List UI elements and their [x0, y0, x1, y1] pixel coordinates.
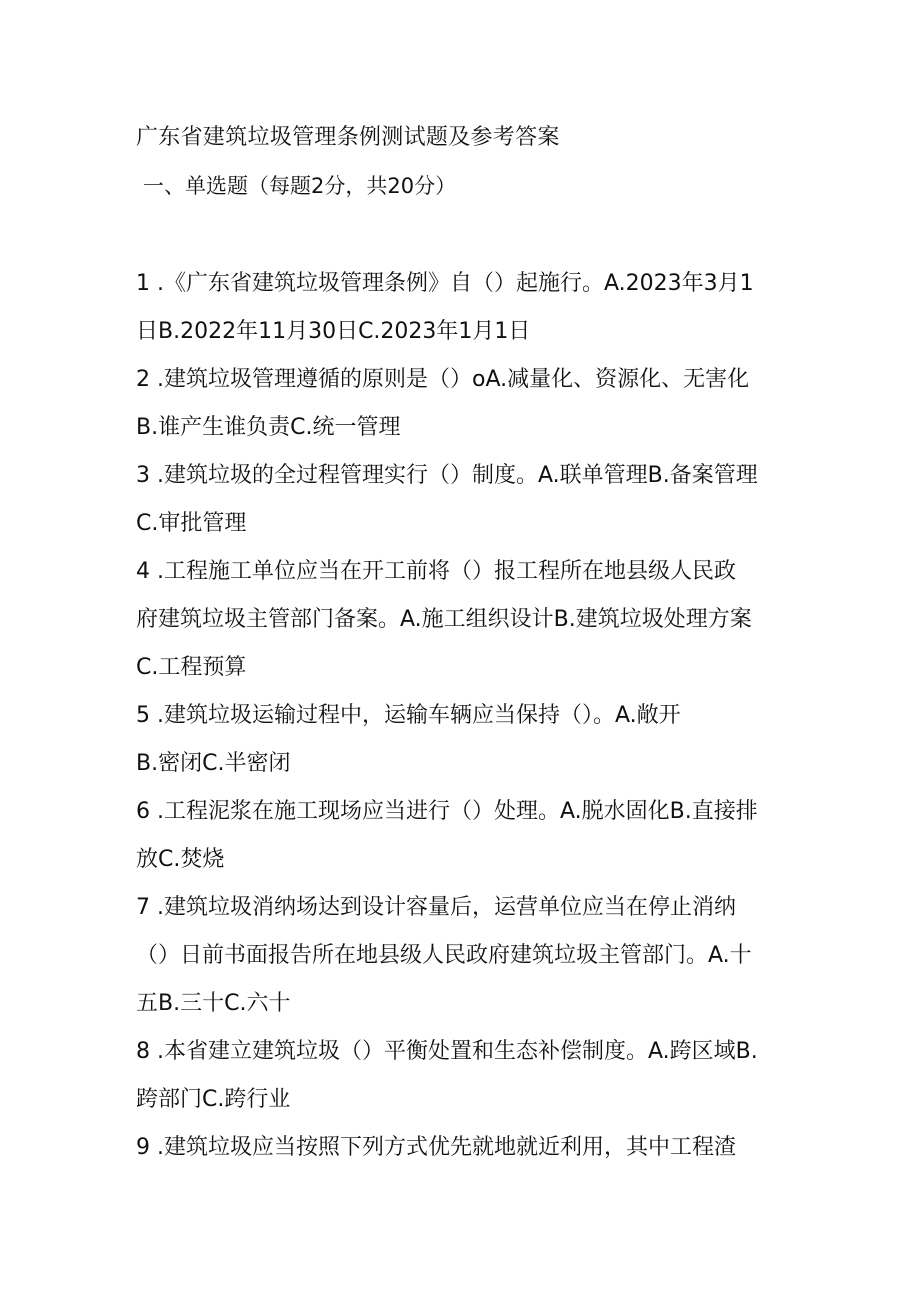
question-line: 6 .工程泥浆在施工现场应当进行（）处理。A.脱水固化B.直接排 [136, 799, 758, 824]
question-list [136, 260, 796, 1172]
question-line: 放C.焚烧 [136, 847, 225, 872]
question-9 [136, 1124, 796, 1172]
question-line: C.审批管理 [136, 511, 247, 536]
question-line: 五B.三十C.六十 [136, 991, 291, 1016]
question-line: 1 .《广东省建筑垃圾管理条例》自（）起施行。A.2023年3月1 [136, 271, 754, 296]
question-5 [136, 692, 796, 788]
question-line: 跨部门C.跨行业 [136, 1087, 291, 1112]
question-line: 9 .建筑垃圾应当按照下列方式优先就地就近利用，其中工程渣 [136, 1135, 736, 1160]
question-7 [136, 884, 796, 1028]
question-line: 府建筑垃圾主管部门备案。A.施工组织设计B.建筑垃圾处理方案 [136, 607, 752, 632]
section-heading: 一、单选题（每题2分，共20分） [143, 174, 457, 198]
question-line: 7 .建筑垃圾消纳场达到设计容量后，运营单位应当在停止消纳 [136, 895, 736, 920]
question-1 [136, 260, 796, 356]
question-line: 2 .建筑垃圾管理遵循的原则是（）oA.减量化、资源化、无害化 [136, 367, 750, 392]
question-4 [136, 548, 796, 692]
question-line: 3 .建筑垃圾的全过程管理实行（）制度。A.联单管理B.备案管理 [136, 463, 758, 488]
question-8 [136, 1028, 796, 1124]
question-3 [136, 452, 796, 548]
question-line: 5 .建筑垃圾运输过程中，运输车辆应当保持（）。A.敞开 [136, 703, 681, 728]
question-line: C.工程预算 [136, 655, 247, 680]
document-title: 广东省建筑垃圾管理条例测试题及参考答案 [136, 125, 560, 150]
question-line: 8 .本省建立建筑垃圾（）平衡处置和生态补偿制度。A.跨区域B. [136, 1039, 758, 1064]
question-line: （）日前书面报告所在地县级人民政府建筑垃圾主管部门。A.十 [136, 943, 752, 968]
question-line: 日B.2022年11月30日C.2023年1月1日 [136, 319, 531, 344]
question-6 [136, 788, 796, 884]
question-line: B.密闭C.半密闭 [136, 751, 291, 776]
question-line: B.谁产生谁负责C.统一管理 [136, 415, 401, 440]
question-line: 4 .工程施工单位应当在开工前将（）报工程所在地县级人民政 [136, 559, 736, 584]
question-2 [136, 356, 796, 452]
